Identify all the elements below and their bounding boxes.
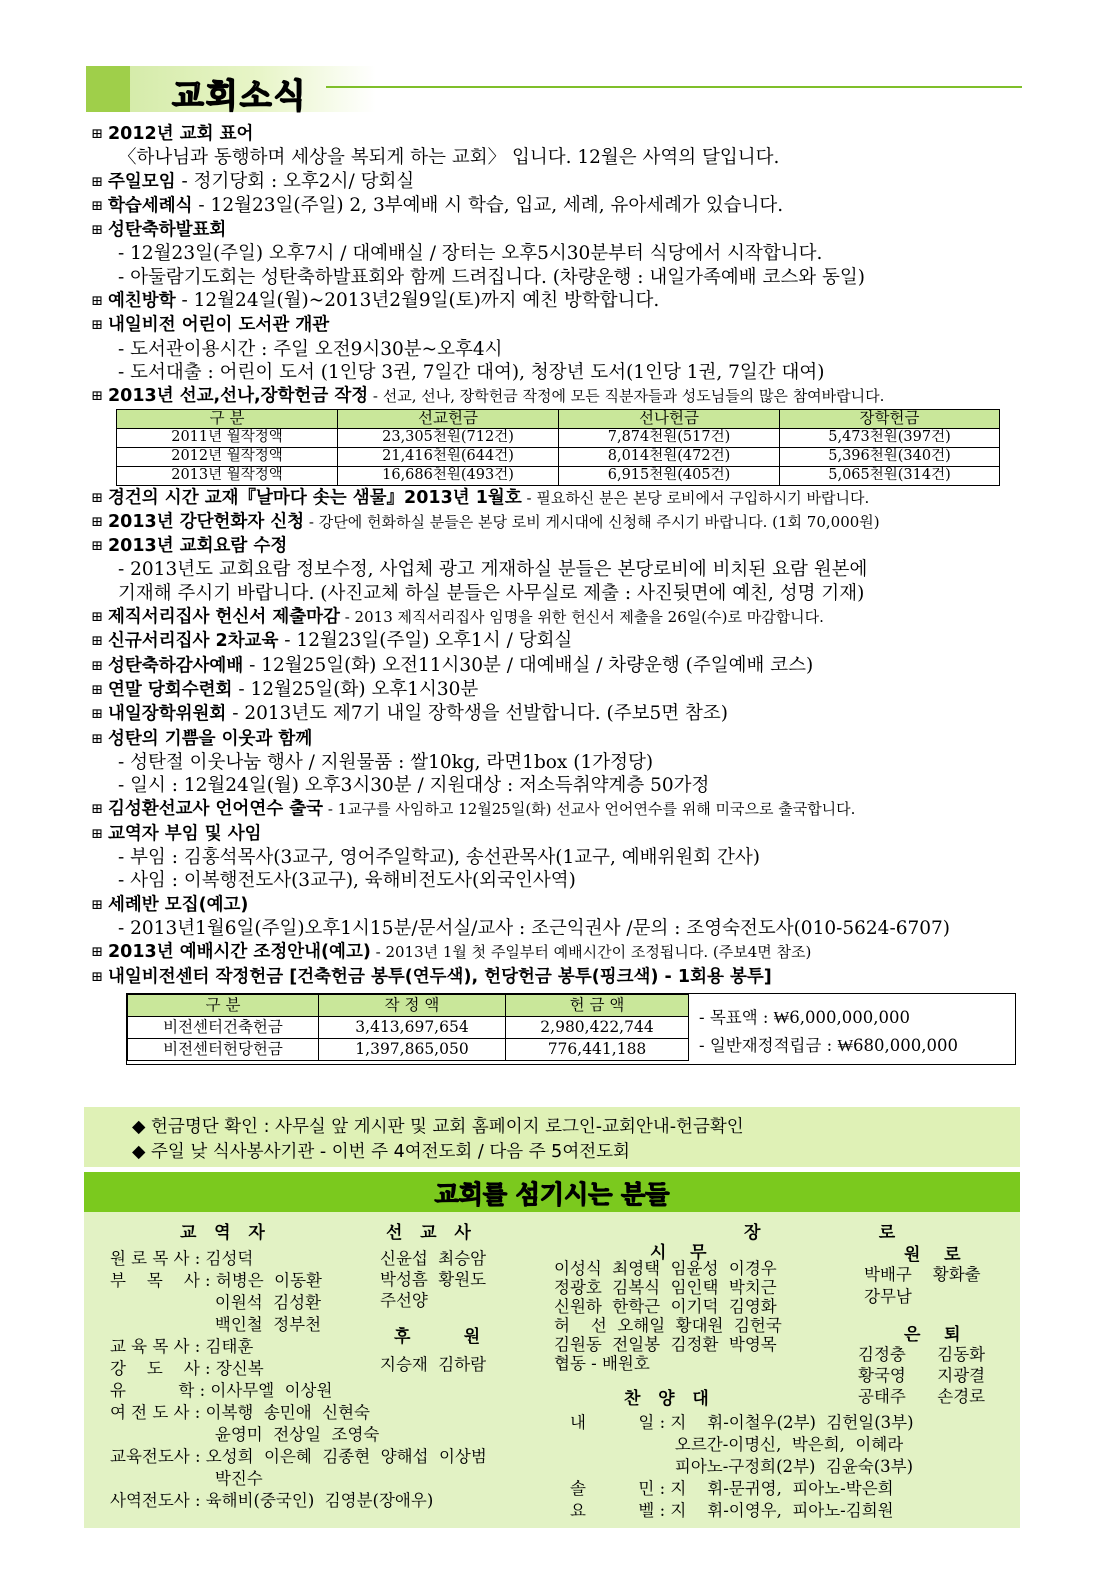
news-item-detail: - 2013 제직서리집사 임명을 위한 헌신서 제출을 26일(수)로 마감합니다. [339,608,824,627]
table-cell: 비전센터헌당헌금 [128,1038,319,1060]
news-item-title: 내일비전 어린이 도서관 개관 [108,315,330,336]
news-item-detail: - 12월23일(주일) 오후1시 / 당회실 [278,630,573,652]
clergy-line: 부 목 사 : 허병은 이동환 [110,1271,322,1290]
news-item-title: 2013년 예배시간 조정안내(예고) [108,942,371,963]
emeritus-heading: 원 로 [904,1245,961,1265]
table-header-cell: 구 분 [117,409,338,428]
news-item-title: 2013년 교회요람 수정 [108,536,288,557]
table-header-cell: 구 분 [128,994,319,1016]
reserve-amount: - 일반재정적립금 : ₩680,000,000 [699,1035,958,1055]
table-header-cell: 작 정 액 [319,994,506,1016]
news-detail-line: - 2013년도 교회요람 정보수정, 사업체 광고 게재하실 분들은 본당로비에 비치된 요람 원본에 [118,559,868,581]
news-item-detail: - 2013년도 제7기 내일 장학생을 선발합니다. (주보5면 참조) [226,703,728,725]
news-item-title: 2013년 선교,선나,장학헌금 작정 [108,386,369,407]
news-item [86,940,1026,964]
news-item [86,893,1026,917]
active-elders-line: 허 선 오해일 황대원 김헌국 [554,1316,782,1335]
news-item-title: 김성환선교사 언어연수 출국 [108,799,324,820]
table-header-cell: 장학헌금 [780,409,1000,428]
news-item-detail: - 12월24일(월)~2013년2월9일(토)까지 예친 방학합니다. [175,290,660,312]
table-cell: 2,980,422,744 [506,1016,689,1038]
table-header-cell: 헌 금 액 [506,994,689,1016]
choir-line: 오르간-이명신, 박은희, 이혜라 [570,1435,904,1454]
news-item [86,727,1026,751]
emeritus-name: 강무남 [864,1287,912,1306]
news-item-detail: - 강단에 헌화하실 분들은 본당 로비 게시대에 신청해 주시기 바랍니다. (1회 70,000원) [304,512,880,531]
table-cell: 8,014천원(472건) [559,447,780,466]
info-line: ◆ 헌금명단 확인 : 사무실 앞 게시판 및 교회 홈페이지 로그인-교회안내-헌금확인 [132,1117,744,1137]
table-row [128,1016,689,1038]
table-cell: 1,397,865,050 [319,1038,506,1060]
retired-name: 공태주 손경로 [858,1387,986,1406]
news-item-title: 세례반 모집(예고) [108,894,249,915]
news-detail-line: - 도서관이용시간 : 주일 오전9시30분~오후4시 [118,338,503,360]
table-row [117,466,1000,485]
news-item-detail: - 1교구를 사임하고 12월25일(화) 선교사 언어연수를 위해 미국으로 출국합니다. [323,800,856,819]
news-item [86,534,1026,558]
table-cell: 7,874천원(517건) [559,428,780,447]
bullet-icon: ⊞ [91,681,103,698]
missionary-name: 신윤섭 최승암 [380,1249,487,1268]
clergy-line: 윤영미 전상일 조영숙 [110,1425,380,1444]
bullet-icon: ⊞ [91,538,103,555]
news-detail-line: - 일시 : 12월24일(월) 오후3시30분 / 지원대상 : 저소득취약계층 50가정 [118,775,710,797]
news-item [86,218,1026,242]
choir-line: 내 일 : 지 휘-이철우(2부) 김헌일(3부) [570,1413,914,1432]
staff-title-band [84,1172,1020,1212]
bullet-icon: ⊞ [91,513,103,530]
elders-heading: 장 로 [744,1223,896,1243]
news-item [86,678,1026,702]
news-item [86,486,1026,510]
bullet-icon: ⊞ [91,609,103,626]
table-row [117,428,1000,447]
bullet-icon: ⊞ [91,706,103,723]
news-list [86,122,1026,1065]
news-item-title: 제직서리집사 헌신서 제출마감 [108,607,340,628]
news-item-detail: - 12월23일(주일) 2, 3부예배 시 학습, 입교, 세례, 유아세례가 있습니다. [192,194,784,216]
news-item-title: 2012년 교회 표어 [108,124,254,144]
goal-amount: - 목표액 : ₩6,000,000,000 [699,1007,910,1027]
choir-line: 솔 민 : 지 휘-문귀영, 피아노-박은희 [570,1479,894,1498]
info-box [84,1107,1020,1167]
table-cell: 2011년 월작정액 [117,428,338,447]
bullet-icon: ⊞ [91,801,103,818]
news-detail-line: 〈하나님과 동행하며 세상을 복되게 하는 교회〉 입니다. 12월은 사역의 달입니다. [118,147,780,169]
table-cell: 5,473천원(397건) [780,428,1000,447]
sponsor-heading: 후 원 [394,1327,481,1347]
clergy-line: 교 육 목 사 : 김태훈 [110,1337,254,1356]
active-elders-line: 이성식 최영택 임윤성 이경우 [554,1259,777,1278]
vision-center-table [127,994,689,1061]
news-item-title: 성탄의 기쁨을 이웃과 함께 [108,728,313,749]
bullet-icon: ⊞ [91,896,103,913]
choir-heading: 찬 양 대 [624,1389,709,1409]
news-item-title: 신규서리집사 2차교육 [108,631,279,652]
news-detail-line: - 12월23일(주일) 오후7시 / 대예배실 / 장터는 오후5시30분부터 식당에서 시작합니다. [118,243,823,265]
news-item-title: 예친방학 [108,291,176,312]
missionary-heading: 선 교 사 [386,1223,471,1243]
table-cell: 2013년 월작정액 [117,466,338,485]
news-detail-line: - 2013년1월6일(주일)오후1시15분/문서실/교사 : 조근익권사 /문의 : 조영숙전도사(010-5624-6707) [118,917,950,939]
news-item-detail: - 12월25일(화) 오전11시30분 / 대예배실 / 차량운행 (주일예배 코스) [243,654,814,676]
missionary-name: 주선양 [380,1291,428,1310]
retired-heading: 은 퇴 [904,1325,961,1345]
bullet-icon: ⊞ [91,317,103,334]
table-cell: 2012년 월작정액 [117,447,338,466]
clergy-line: 여 전 도 사 : 이복행 송민애 신현숙 [110,1403,370,1422]
info-line: ◆ 주일 낮 식사봉사기관 - 이번 주 4여전도회 / 다음 주 5여전도회 [132,1142,630,1162]
table-row [128,1038,689,1060]
clergy-line: 유 학 : 이사무엘 이상원 [110,1381,333,1400]
section-header [86,66,1022,116]
news-item-title: 성탄축하발표회 [108,220,227,241]
choir-line: 피아노-구정희(2부) 김윤숙(3부) [570,1457,914,1476]
news-detail-line: 기재해 주시기 바랍니다. (사진교체 하실 분들은 사무실로 제출 : 사진뒷면에 예친, 성명 기재) [118,582,865,604]
bullet-icon: ⊞ [91,388,103,405]
news-item [86,289,1026,313]
news-item-detail: - 필요하신 분은 본당 로비에서 구입하시기 바랍니다. [521,488,870,507]
news-group-2 [86,486,1026,989]
news-item [86,965,1026,989]
news-detail-line: - 성탄절 이웃나눔 행사 / 지원물품 : 쌀10kg, 라면1box (1가정당) [118,751,654,773]
header-rule [326,86,1022,88]
news-detail-line: - 사임 : 이복행전도사(3교구), 육해비전도사(외국인사역) [118,870,576,892]
clergy-line: 박진수 [110,1469,263,1488]
bullet-icon: ⊞ [91,222,103,239]
active-elders-line: 정광호 김복식 임인택 박치근 [554,1278,777,1297]
clergy-heading: 교 역 자 [180,1223,265,1243]
news-detail-line: - 부임 : 김홍석목사(3교구, 영어주일학교), 송선관목사(1교구, 예배위원회 간사) [118,847,760,869]
bullet-icon: ⊞ [91,489,103,506]
news-item [86,170,1026,194]
news-item [86,313,1026,337]
retired-name: 황국영 지광결 [858,1366,986,1385]
news-item-title: 학습세례식 [108,195,193,216]
news-item-title: 내일비전센터 작정헌금 [건축헌금 봉투(연두색), 헌당헌금 봉투(핑크색) - 1회용 봉투] [108,966,772,987]
offering-table-header [117,409,1000,428]
retired-name: 김정충 김동화 [858,1345,986,1364]
news-group-1 [86,122,1026,409]
news-item [86,194,1026,218]
news-item [86,510,1026,534]
sponsor-name: 지승재 김하람 [380,1355,487,1374]
table-header-cell: 선나헌금 [559,409,780,428]
bullet-icon: ⊞ [91,633,103,650]
news-item-title: 경건의 시간 교재『날마다 솟는 샘물』2013년 1월호 [108,487,522,508]
clergy-line: 원 로 목 사 : 김성덕 [110,1249,254,1268]
clergy-line: 이원석 김성환 [110,1293,322,1312]
bullet-icon: ⊞ [91,657,103,674]
news-item-title: 내일장학위원회 [108,704,227,725]
table-cell: 3,413,697,654 [319,1016,506,1038]
table-cell: 23,305천원(712건) [338,428,559,447]
news-detail-line: - 아둘람기도회는 성탄축하발표회와 함께 드려집니다. (차량운행 : 내일가족예배 코스와 동일) [118,266,865,288]
clergy-line: 교육전도사 : 오성희 이은혜 김종현 양해섭 이상범 [110,1447,487,1466]
bullet-icon: ⊞ [91,293,103,310]
table-cell: 776,441,188 [506,1038,689,1060]
bullet-icon: ⊞ [91,197,103,214]
active-elders-line: 신원하 한학근 이기덕 김영화 [554,1297,777,1316]
table-cell: 비전센터건축헌금 [128,1016,319,1038]
active-elders-heading: 시 무 [650,1243,707,1263]
news-item [86,797,1026,821]
news-item-title: 교역자 부임 및 사임 [108,823,262,844]
table-cell: 16,686천원(493건) [338,466,559,485]
bullet-icon: ⊞ [91,173,103,190]
active-elders-line: 협동 - 배원호 [554,1354,650,1373]
news-item [86,654,1026,678]
news-item [86,822,1026,846]
bullet-icon: ⊞ [91,968,103,985]
news-item [86,702,1026,726]
table-cell: 21,416천원(644건) [338,447,559,466]
staff-section [84,1212,1020,1528]
table-cell: 6,915천원(405건) [559,466,780,485]
news-item [86,629,1026,653]
vision-center-box [126,993,1016,1065]
news-detail-line: - 도서대출 : 어린이 도서 (1인당 3권, 7일간 대여), 청장년 도서(1인당 1권, 7일간 대여) [118,361,825,383]
page-title: 교회소식 [172,76,308,115]
news-item [86,384,1026,408]
news-item [86,605,1026,629]
news-item-detail: - 2013년 1월 첫 주일부터 예배시간이 조정됩니다. (주보4면 참조) [370,943,812,962]
clergy-line: 사역전도사 : 육해비(중국인) 김영분(장애우) [110,1491,434,1510]
staff-title: 교회를 섬기시는 분들 [434,1180,670,1209]
vision-table-header [128,994,689,1016]
news-item-detail: - 선교, 선나, 장학헌금 작정에 모든 직분자들과 성도님들의 많은 참여바랍니다. [368,387,885,406]
news-item-title: 주일모임 [108,171,176,192]
news-item-detail: - 정기당회 : 오후2시/ 당회실 [175,170,415,192]
missionary-name: 박성흠 황원도 [380,1270,487,1289]
choir-line: 요 벨 : 지 휘-이영우, 피아노-김희원 [570,1501,894,1520]
bullet-icon: ⊞ [91,730,103,747]
bullet-icon: ⊞ [91,126,103,142]
news-item-title: 2013년 강단헌화자 신청 [108,511,305,532]
table-row [117,447,1000,466]
bullet-icon: ⊞ [91,825,103,842]
header-accent [86,66,130,112]
news-item-detail: - 12월25일(화) 오후1시30분 [232,678,479,700]
news-item-title: 연말 당회수련회 [108,679,233,700]
news-item [86,122,1026,146]
clergy-line: 강 도 사 : 장신복 [110,1359,264,1378]
emeritus-name: 박배구 황화출 [864,1265,981,1284]
table-cell: 5,396천원(340건) [780,447,1000,466]
news-item-title: 성탄축하감사예배 [108,655,244,676]
clergy-line: 백인철 정부천 [110,1315,322,1334]
active-elders-line: 김원동 전일봉 김정환 박영목 [554,1335,777,1354]
table-header-cell: 선교헌금 [338,409,559,428]
offering-table [116,409,1000,486]
table-cell: 5,065천원(314건) [780,466,1000,485]
bullet-icon: ⊞ [91,944,103,961]
